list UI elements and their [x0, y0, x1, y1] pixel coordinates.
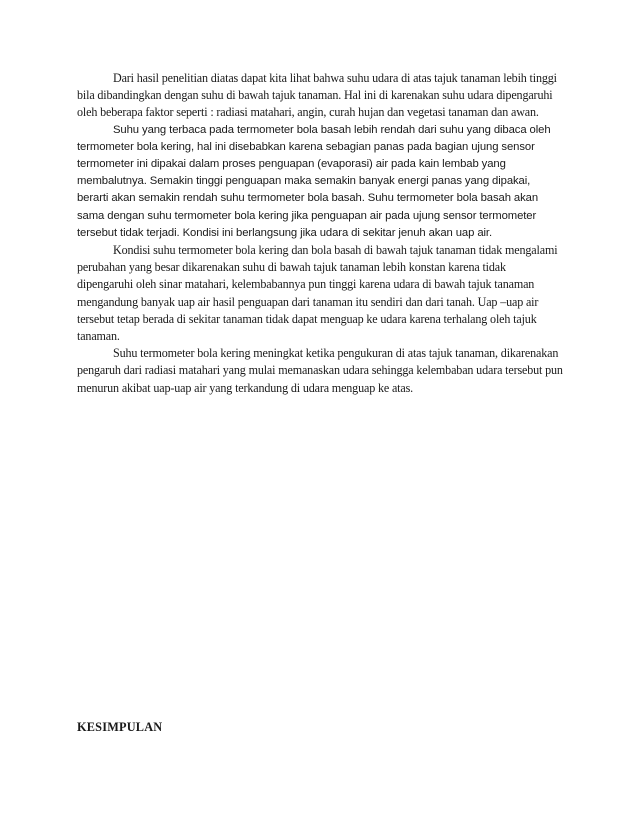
- paragraph-3: Kondisi suhu termometer bola kering dan bola basah di bawah tajuk tanaman tidak mengalami perubahan yang besar dikarenakan suhu di bawah tajuk tanaman lebih konstan karena tidak dipengaruhi oleh sinar matahari, kelembabannya pun tinggi karena udara di bawah tajuk tanaman mengandung banyak uap air hasil penguapan dari tanaman itu sendiri dan dari tanah. Uap –uap air tersebut tetap berada di sekitar tanaman tidak dapat menguap ke udara karena terhalang oleh tajuk tanaman.: [77, 243, 558, 344]
- section-heading-kesimpulan: KESIMPULAN: [77, 720, 163, 734]
- paragraph-1: Dari hasil penelitian diatas dapat kita lihat bahwa suhu udara di atas tajuk tanaman lebih tinggi bila dibandingkan dengan suhu di bawah tajuk tanaman. Hal ini di karenakan suhu udara dipengaruhi oleh beberapa faktor seperti : radiasi matahari, angin, curah hujan dan vegetasi tanaman dan awan.: [77, 71, 557, 120]
- body-text: [77, 70, 563, 397]
- paragraph-4: Suhu termometer bola kering meningkat ketika pengukuran di atas tajuk tanaman, dikarenakan pengaruh dari radiasi matahari yang mulai memanaskan udara sehingga kelembaban udara tersebut pun menurun akibat uap-uap air yang terkandung di udara menguap ke atas.: [77, 346, 563, 395]
- paragraph-2: Suhu yang terbaca pada termometer bola basah lebih rendah dari suhu yang dibaca oleh termometer bola kering, hal ini disebabkan karena sebagian panas pada bagian ujung sensor termometer ini dipakai dalam proses penguapan (evaporasi) air pada kain lembab yang membalutnya. Semakin tinggi penguapan maka semakin banyak energi panas yang dipakai, berarti akan semakin rendah suhu termometer bola basah. Suhu termometer bola basah akan sama dengan suhu termometer bola kering jika penguapan air pada ujung sensor termometer tersebut tidak terjadi. Kondisi ini berlangsung jika udara di sekitar jenuh akan uap air.: [77, 123, 551, 239]
